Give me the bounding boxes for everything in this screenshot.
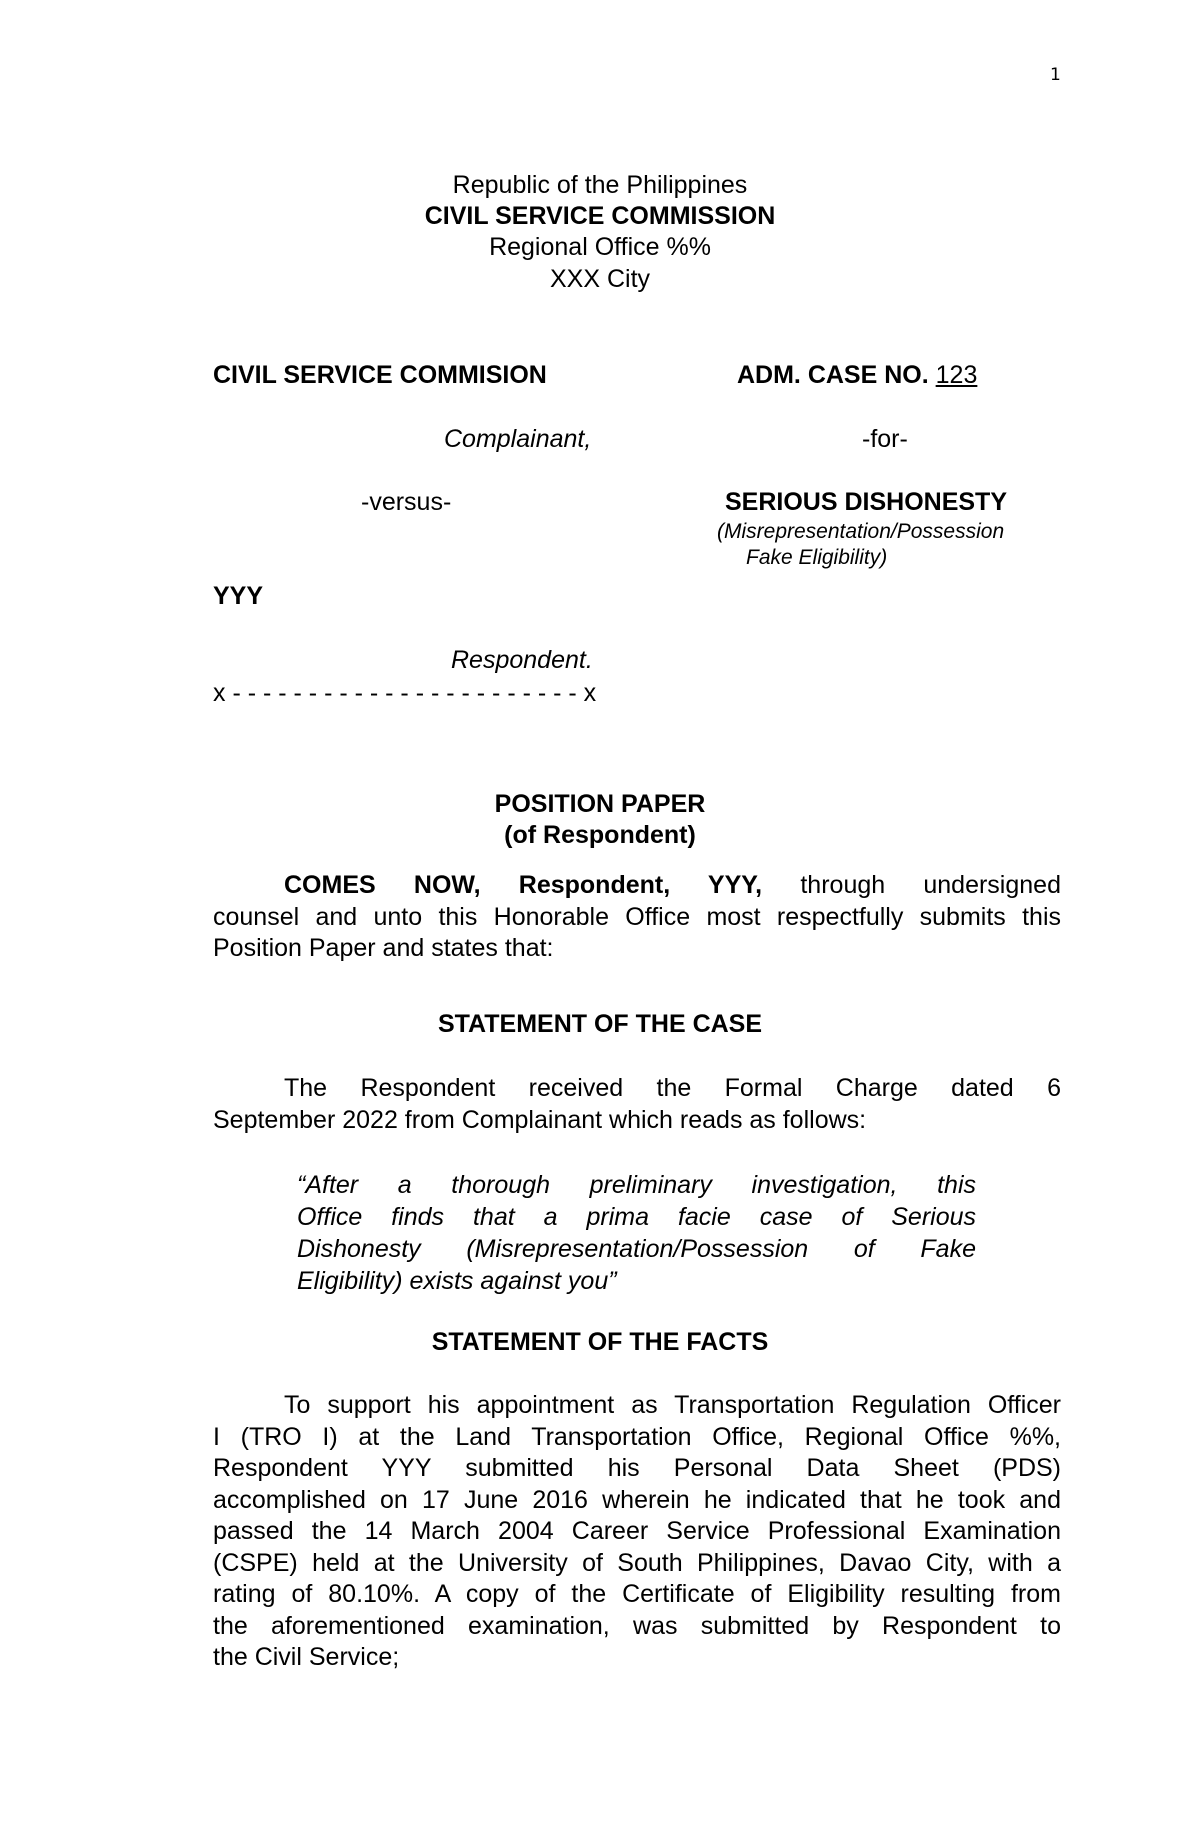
case-number-line xyxy=(737,360,977,391)
header-regional-office: Regional Office %% xyxy=(489,233,711,261)
facts-line: (CSPE) held at the University of South Philippines, Davao City, with a xyxy=(213,1548,1061,1577)
case-number: 123 xyxy=(935,361,978,389)
respondent-name: YYY xyxy=(213,582,264,610)
document-subtitle: (of Respondent) xyxy=(504,821,696,849)
quote-line: Dishonesty (Misrepresentation/Possession of Fake xyxy=(297,1235,976,1263)
caption-separator: x - - - - - - - - - - - - - - - - - - - - - - - x xyxy=(213,679,597,707)
offense-detail-line2: Fake Eligibility) xyxy=(746,546,888,569)
intro-line: Position Paper and states that: xyxy=(213,934,554,962)
page-number: 1 xyxy=(1050,65,1061,85)
intro-paragraph xyxy=(213,870,1061,965)
case-label: ADM. CASE NO. xyxy=(737,361,929,389)
case-line: September 2022 from Complainant which reads as follows: xyxy=(213,1105,867,1134)
facts-line: passed the 14 March 2004 Career Service Professional Examination xyxy=(213,1517,1061,1545)
statement-facts-heading: STATEMENT OF THE FACTS xyxy=(431,1328,769,1356)
statement-facts-paragraph xyxy=(213,1390,1061,1674)
complainant-name: CIVIL SERVICE COMMISION xyxy=(213,361,547,389)
quote-line: “After a thorough preliminary investigation, this xyxy=(297,1171,976,1199)
header-republic: Republic of the Philippines xyxy=(452,171,748,199)
quote-line: Office finds that a prima facie case of Serious xyxy=(297,1203,976,1231)
intro-line: counsel and unto this Honorable Office most respectfully submits this xyxy=(213,902,1061,931)
respondent-role: Respondent. xyxy=(451,646,593,674)
statement-case-paragraph xyxy=(213,1073,1061,1136)
facts-line: rating of 80.10%. A copy of the Certificate of Eligibility resulting from xyxy=(213,1580,1061,1608)
offense-title: SERIOUS DISHONESTY xyxy=(725,488,1007,516)
facts-line: the aforementioned examination, was submitted by Respondent to xyxy=(213,1611,1061,1640)
intro-lead: COMES NOW, Respondent, YYY, xyxy=(284,871,763,899)
facts-line: accomplished on 17 June 2016 wherein he indicated that he took and xyxy=(213,1485,1061,1514)
header-city: XXX City xyxy=(549,265,651,293)
statement-case-heading: STATEMENT OF THE CASE xyxy=(437,1010,763,1038)
versus-label: -versus- xyxy=(361,488,452,516)
facts-line: I (TRO I) at the Land Transportation Office, Regional Office %%, xyxy=(213,1422,1061,1451)
intro-line1-rest: through undersigned xyxy=(800,871,1061,899)
header-commission: CIVIL SERVICE COMMISSION xyxy=(424,202,776,230)
for-label: -for- xyxy=(862,425,908,453)
complainant-role: Complainant, xyxy=(444,425,592,453)
facts-line: To support his appointment as Transportation Regulation Officer xyxy=(284,1391,1061,1419)
quote-line: Eligibility) exists against you” xyxy=(297,1267,617,1295)
case-line: The Respondent received the Formal Charge dated 6 xyxy=(284,1074,1061,1102)
offense-detail-line1: (Misrepresentation/Possession xyxy=(717,520,1005,543)
facts-line: the Civil Service; xyxy=(213,1643,400,1671)
facts-line: Respondent YYY submitted his Personal Data Sheet (PDS) xyxy=(213,1454,1061,1482)
formal-charge-quote xyxy=(297,1169,976,1297)
document-title: POSITION PAPER xyxy=(494,790,706,818)
intro-line xyxy=(213,870,1061,902)
